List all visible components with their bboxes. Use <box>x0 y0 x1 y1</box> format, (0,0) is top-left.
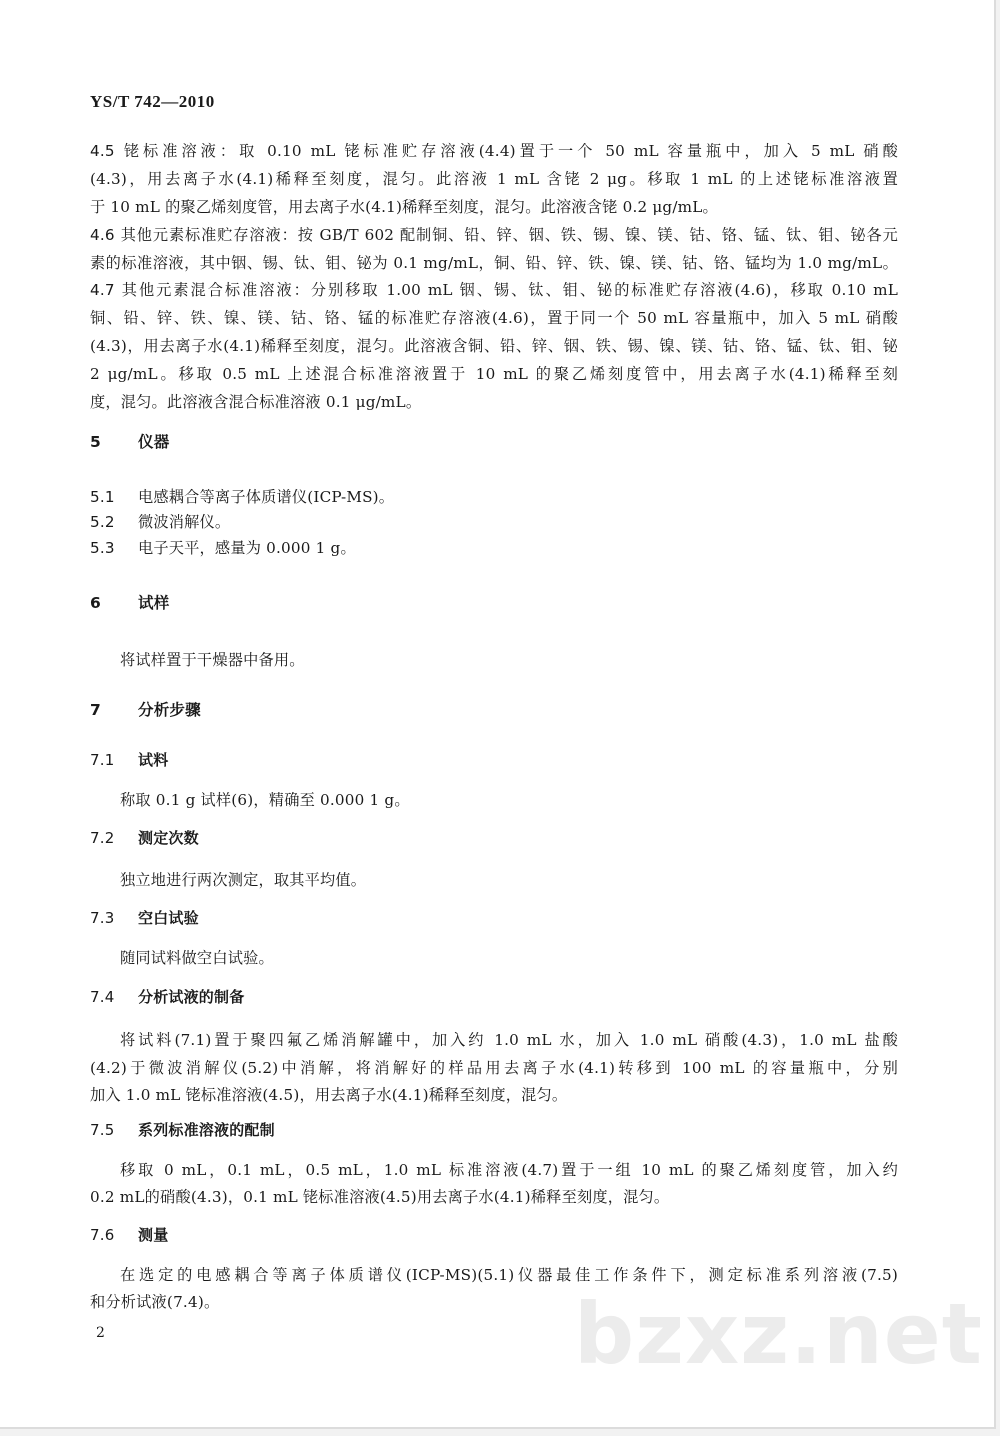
subsection-7-1-body: 称取 0.1 g 试样(6)，精确至 0.000 1 g。 <box>120 791 410 809</box>
section-7-heading <box>90 700 201 720</box>
subsection-7-6-heading <box>90 1225 168 1245</box>
standard-code-header: YS/T 742—2010 <box>90 92 215 111</box>
clause-4-6-line-1 <box>90 225 898 245</box>
subsection-number: 7.2 <box>90 829 115 847</box>
section-title: 试样 <box>138 594 170 612</box>
subsection-7-3-body: 随同试料做空白试验。 <box>120 949 274 967</box>
subsection-number: 7.3 <box>90 909 115 927</box>
clause-text: 电子天平，感量为 0.000 1 g。 <box>138 539 356 557</box>
clause-text: 铑标准溶液：取 0.10 mL 铑标准贮存溶液(4.4)置于一个 50 mL 容量瓶中，加入 5 mL 硝酸 <box>120 142 898 160</box>
subsection-7-6-line-2: 和分析试液(7.4)。 <box>90 1293 220 1311</box>
watermark: bzxz.net <box>574 1285 983 1383</box>
subsection-number: 7.1 <box>90 751 115 769</box>
subsection-7-4-heading <box>90 987 244 1007</box>
clause-number: 4.5 <box>90 142 115 160</box>
clause-number: 4.6 <box>90 226 115 244</box>
clause-4-7-line-4: 2 μg/mL。移取 0.5 mL 上述混合标准溶液置于 10 mL 的聚乙烯刻度管中，用去离子水(4.1)稀释至刻 <box>90 365 898 383</box>
page-number: 2 <box>96 1325 106 1341</box>
section-title: 仪器 <box>138 433 170 451</box>
section-number: 6 <box>90 594 101 612</box>
clause-text: 电感耦合等离子体质谱仪(ICP-MS)。 <box>138 488 395 506</box>
subsection-7-5-heading <box>90 1120 275 1140</box>
clause-5-3 <box>90 538 356 558</box>
clause-4-6-line-2: 素的标准溶液，其中铟、锡、钛、钼、铋为 0.1 mg/mL，铜、铅、锌、铁、镍、镁、钴、铬、锰均为 1.0 mg/mL。 <box>90 254 898 272</box>
subsection-number: 7.6 <box>90 1226 115 1244</box>
section-6-body: 将试样置于干燥器中备用。 <box>120 651 305 669</box>
section-number: 5 <box>90 433 101 451</box>
clause-4-5-line-1 <box>90 141 898 161</box>
clause-text: 微波消解仪。 <box>138 513 231 531</box>
subsection-number: 7.4 <box>90 988 115 1006</box>
section-5-heading <box>90 432 169 452</box>
subsection-7-2-heading <box>90 828 199 848</box>
clause-5-1 <box>90 487 394 507</box>
subsection-title: 测定次数 <box>138 829 199 847</box>
clause-4-7-line-5: 度，混匀。此溶液含混合标准溶液 0.1 μg/mL。 <box>90 393 422 411</box>
clause-number: 4.7 <box>90 281 115 299</box>
clause-number: 5.3 <box>90 539 115 557</box>
subsection-title: 测量 <box>138 1226 169 1244</box>
clause-5-2 <box>90 512 230 532</box>
subsection-title: 空白试验 <box>138 909 199 927</box>
clause-4-7-line-1 <box>90 280 898 300</box>
section-title: 分析步骤 <box>138 701 201 719</box>
subsection-title: 分析试液的制备 <box>138 988 245 1006</box>
subsection-7-5-line-2: 0.2 mL的硝酸(4.3)，0.1 mL 铑标准溶液(4.5)用去离子水(4.1)稀释至刻度，混匀。 <box>90 1188 670 1206</box>
subsection-7-4-line-2: (4.2)于微波消解仪(5.2)中消解，将消解好的样品用去离子水(4.1)转移到 100 mL 的容量瓶中，分别 <box>90 1059 898 1077</box>
clause-text: 其他元素混合标准溶液：分别移取 1.00 mL 铟、锡、钛、钼、铋的标准贮存溶液(4.6)，移取 0.10 mL <box>120 281 898 299</box>
clause-4-5-line-3: 于 10 mL 的聚乙烯刻度管，用去离子水(4.1)稀释至刻度，混匀。此溶液含铑 0.2 μg/mL。 <box>90 198 718 216</box>
clause-text: 其他元素标准贮存溶液：按 GB/T 602 配制铜、铅、锌、铟、铁、锡、镍、镁、钴、铬、锰、钛、钼、铋各元 <box>120 226 898 244</box>
subsection-title: 试料 <box>138 751 169 769</box>
clause-4-7-line-2: 铜、铅、锌、铁、镍、镁、钴、铬、锰的标准贮存溶液(4.6)，置于同一个 50 mL 容量瓶中，加入 5 mL 硝酸 <box>90 309 898 327</box>
subsection-7-3-heading <box>90 908 199 928</box>
clause-4-7-line-3: (4.3)，用去离子水(4.1)稀释至刻度，混匀。此溶液含铜、铅、锌、铟、铁、锡、镍、镁、钴、铬、锰、钛、钼、铋 <box>90 337 898 355</box>
subsection-title: 系列标准溶液的配制 <box>138 1121 275 1139</box>
subsection-7-6-line-1: 在选定的电感耦合等离子体质谱仪(ICP-MS)(5.1)仪器最佳工作条件下，测定标准系列溶液(7.5) <box>120 1266 898 1284</box>
section-number: 7 <box>90 701 101 719</box>
subsection-7-1-heading <box>90 750 168 770</box>
subsection-7-5-line-1: 移取 0 mL，0.1 mL，0.5 mL，1.0 mL 标准溶液(4.7)置于一组 10 mL 的聚乙烯刻度管，加入约 <box>120 1161 898 1179</box>
subsection-7-4-line-1: 将试料(7.1)置于聚四氟乙烯消解罐中，加入约 1.0 mL 水，加入 1.0 mL 硝酸(4.3)，1.0 mL 盐酸 <box>120 1031 898 1049</box>
subsection-7-2-body: 独立地进行两次测定，取其平均值。 <box>120 871 367 889</box>
section-6-heading <box>90 593 169 613</box>
subsection-7-4-line-3: 加入 1.0 mL 铑标准溶液(4.5)，用去离子水(4.1)稀释至刻度，混匀。 <box>90 1086 568 1104</box>
clause-number: 5.1 <box>90 488 115 506</box>
subsection-number: 7.5 <box>90 1121 115 1139</box>
clause-number: 5.2 <box>90 513 115 531</box>
clause-4-5-line-2: (4.3)，用去离子水(4.1)稀释至刻度，混匀。此溶液 1 mL 含铑 2 μg。移取 1 mL 的上述铑标准溶液置 <box>90 170 898 188</box>
